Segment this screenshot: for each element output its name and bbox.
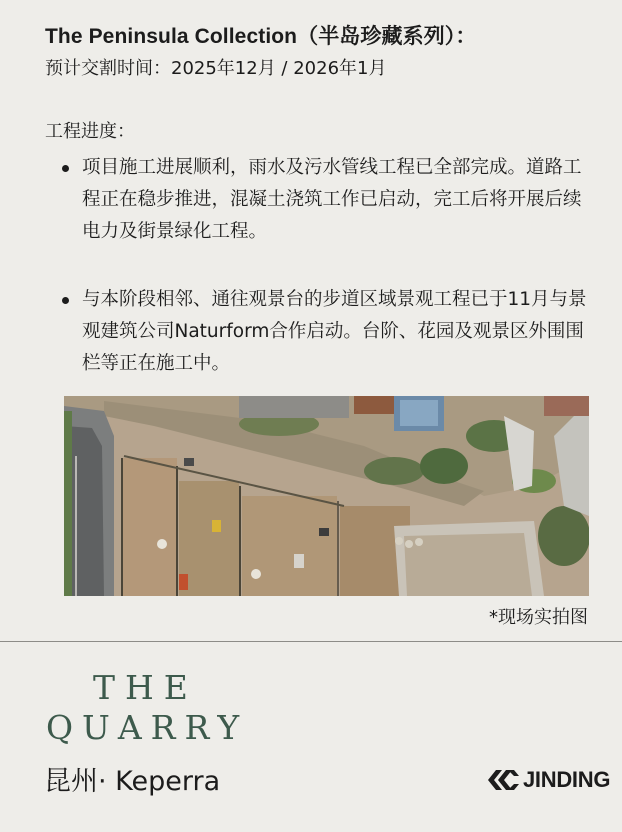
location-label: 昆州· Keperra	[44, 766, 221, 797]
jinding-logo-icon	[486, 766, 520, 794]
progress-list	[45, 152, 590, 380]
list-item: 与本阶段相邻、通往观景台的步道区域景观工程已于11月与景观建筑公司Naturform合作启动。台阶、花园及观景区外围围栏等正在施工中。	[45, 284, 590, 380]
collection-title: The Peninsula Collection（半岛珍藏系列）：	[45, 25, 477, 48]
delivery-date: 预计交割时间：2025年12月 / 2026年1月	[45, 58, 387, 79]
list-item: 项目施工进展顺利，雨水及污水管线工程已全部完成。道路工程正在稳步推进，混凝土浇筑工作已启动，完工后将开展后续电力及街景绿化工程。	[45, 152, 590, 248]
site-aerial-photo	[64, 396, 589, 596]
logo-line-1: THE	[93, 668, 198, 707]
brand-name: JINDING	[523, 767, 611, 792]
header-block	[45, 22, 590, 380]
progress-heading: 工程进度：	[45, 121, 135, 142]
logo-line-2: QUARRY	[46, 708, 249, 747]
divider	[0, 641, 622, 642]
the-quarry-logo	[46, 668, 249, 748]
photo-caption: *现场实拍图	[489, 607, 588, 628]
jinding-brand	[486, 766, 610, 794]
